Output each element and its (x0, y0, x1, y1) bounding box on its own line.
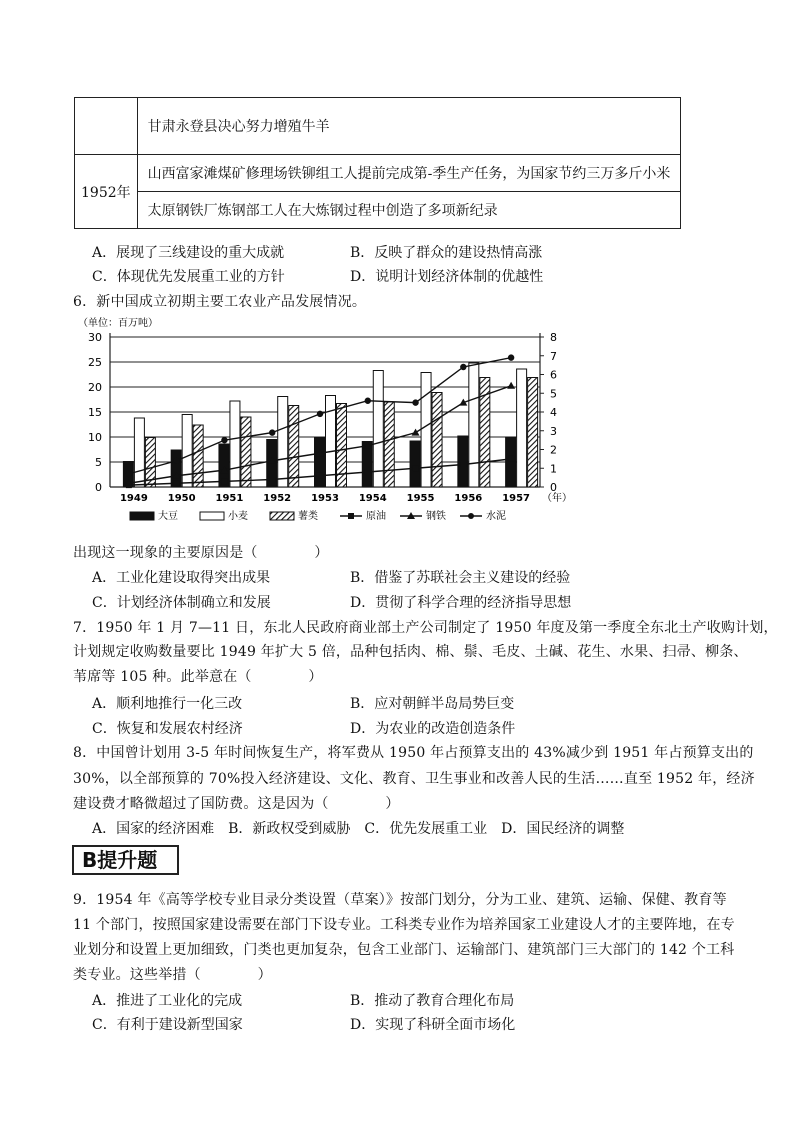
bar-小麦 (517, 369, 527, 487)
chart-legend (130, 509, 506, 522)
point-钢铁 (507, 382, 515, 389)
q6-stem: 6．新中国成立初期主要工农业产品发展情况。 (73, 294, 367, 310)
point-水泥 (460, 364, 466, 370)
point-水泥 (508, 354, 514, 360)
x-tick-label: 1952 (263, 493, 292, 504)
bar-小麦 (469, 363, 479, 487)
production-chart (70, 312, 590, 530)
q7-line-1: 7．1950 年 1 月 7—11 日，东北人民政府商业部土产公司制定了 1950 年度及第一季度全东北土产收购计划， (73, 620, 778, 636)
left-tick-label: 5 (95, 456, 102, 469)
right-tick-label: 6 (550, 368, 557, 382)
chart-unit-label: （单位：百万吨） (78, 318, 158, 329)
point-原油 (460, 462, 466, 468)
left-tick-label: 25 (88, 356, 102, 369)
point-原油 (413, 465, 419, 471)
q9-line-2: 11 个部门，按照国家建设需要在部门下设专业。工科类专业作为培养国家工业建设人才的主要阵地，在专 (73, 917, 735, 933)
bar-小麦 (230, 401, 240, 487)
legend-label-水泥: 水泥 (486, 511, 506, 522)
right-tick-label: 3 (550, 424, 557, 438)
right-tick-label: 1 (550, 462, 557, 476)
x-tick-label: 1951 (215, 493, 244, 504)
bar-小麦 (134, 418, 144, 487)
q5-option-d[interactable]: D．说明计划经济体制的优越性 (350, 269, 544, 285)
point-原油 (269, 477, 275, 483)
q9-line-3: 业划分和设置上更加细致，门类也更加复杂，包含工业部门、运输部门、建筑部门三大部门的 142 个工科 (73, 942, 735, 958)
x-tick-label: 1953 (311, 493, 339, 504)
q7-option-d[interactable]: D．为农业的改造创造条件 (350, 721, 516, 737)
q6-question: 出现这一现象的主要原因是（ ） (73, 545, 329, 561)
table-row (75, 155, 681, 192)
q7-option-b[interactable]: B．应对朝鲜半岛局势巨变 (350, 696, 515, 712)
q7-option-a[interactable]: A．顺利地推行一化三改 (92, 696, 243, 712)
table-row (75, 98, 681, 155)
right-tick-label: 0 (550, 481, 557, 494)
legend-label-薯类: 薯类 (298, 511, 318, 522)
q9-option-c[interactable]: C．有利于建设新型国家 (92, 1017, 243, 1033)
q8-line-3: 建设费才略微超过了国防费。这是因为（ ） (73, 796, 400, 812)
point-水泥 (317, 411, 323, 417)
table-text-cell: 太原钢铁厂炼钢部工人在大炼钢过程中创造了多项新纪录 (137, 192, 681, 229)
right-tick-label: 2 (550, 443, 557, 457)
legend-label-原油: 原油 (366, 511, 386, 522)
right-tick-label: 4 (550, 406, 557, 419)
left-tick-label: 15 (88, 406, 102, 419)
legend-marker-水泥 (468, 513, 474, 519)
legend-swatch-小麦 (200, 512, 224, 520)
legend-swatch-大豆 (130, 512, 154, 520)
bar-薯类 (241, 417, 251, 487)
point-水泥 (126, 471, 132, 477)
section-title: B提升题 (72, 845, 179, 875)
q6-option-c[interactable]: C．计划经济体制确立和发展 (92, 595, 271, 611)
bar-小麦 (326, 396, 336, 488)
left-tick-label: 30 (88, 331, 102, 344)
q9-line-1: 9．1954 年《高等学校专业目录分类设置（草案）》按部门划分，分为工业、建筑、运输、保健、教育等 (73, 892, 727, 908)
x-tick-label: 1954 (358, 493, 387, 504)
bar-大豆 (410, 441, 420, 487)
q8-line-1: 8．中国曾计划用 3-5 年时间恢复生产，将军费从 1950 年占预算支出的 43%减少到 1951 年占预算支出的 (73, 745, 754, 761)
x-tick-label: 1957 (502, 493, 531, 504)
x-tick-label: 1955 (406, 493, 435, 504)
point-水泥 (221, 437, 227, 443)
point-原油 (508, 456, 514, 462)
point-水泥 (412, 399, 418, 405)
chart-plot (88, 331, 572, 504)
bar-薯类 (193, 425, 203, 487)
q5-option-a[interactable]: A．展现了三线建设的重大成就 (92, 245, 285, 261)
bar-大豆 (315, 438, 325, 488)
right-tick-label: 8 (550, 331, 557, 344)
point-水泥 (365, 398, 371, 404)
q9-option-d[interactable]: D．实现了科研全面市场化 (350, 1017, 516, 1033)
bar-大豆 (506, 437, 516, 487)
x-tick-label: 1956 (454, 493, 483, 504)
bar-薯类 (528, 378, 538, 488)
events-table (74, 97, 681, 229)
bar-薯类 (384, 402, 394, 487)
bar-小麦 (421, 373, 431, 488)
table-text-cell: 甘肃永登县决心努力增殖牛羊 (137, 98, 681, 155)
q9-option-a[interactable]: A．推进了工业化的完成 (92, 993, 243, 1009)
point-水泥 (173, 458, 179, 464)
q5-option-b[interactable]: B．反映了群众的建设热情高涨 (350, 245, 543, 261)
point-钢铁 (412, 429, 420, 436)
q7-line-3: 苇席等 105 种。此举意在（ ） (73, 669, 323, 685)
x-tick-label: 1949 (119, 493, 148, 504)
bar-薯类 (289, 406, 299, 488)
q6-option-b[interactable]: B．借鉴了苏联社会主义建设的经验 (350, 570, 571, 586)
table-year-cell: 1952年 (75, 155, 138, 229)
table-row (75, 192, 681, 229)
point-原油 (221, 478, 227, 484)
right-tick-label: 7 (550, 349, 557, 363)
legend-label-钢铁: 钢铁 (426, 511, 446, 522)
q7-line-2: 计划规定收购数量要比 1949 年扩大 5 倍，品种包括肉、棉、鬃、毛皮、土碱、花生、水果、扫帚、柳条、 (73, 644, 748, 660)
legend-label-大豆: 大豆 (158, 511, 178, 522)
q6-option-d[interactable]: D．贯彻了科学合理的经济指导思想 (350, 595, 572, 611)
point-原油 (365, 469, 371, 475)
left-tick-label: 20 (88, 381, 102, 394)
legend-swatch-薯类 (270, 512, 294, 520)
q7-option-c[interactable]: C．恢复和发展农村经济 (92, 721, 243, 737)
left-tick-label: 10 (88, 431, 102, 444)
bar-小麦 (373, 371, 383, 488)
q6-option-a[interactable]: A．工业化建设取得突出成果 (92, 570, 271, 586)
q5-option-c[interactable]: C．体现优先发展重工业的方针 (92, 269, 285, 285)
right-tick-label: 5 (550, 387, 557, 401)
table-year-cell (75, 98, 138, 155)
q8-line-2: 30%，以全部预算的 70%投入经济建设、文化、教育、卫生事业和改善人民的生活……直至 1952 年，经济 (73, 771, 755, 787)
point-水泥 (269, 429, 275, 435)
q8-options[interactable]: A．国家的经济困难 B．新政权受到威胁 C．优先发展重工业 D．国民经济的调整 (92, 821, 625, 837)
table-text-cell: 山西富家滩煤矿修理场铁铆组工人提前完成第-季生产任务，为国家节约三万多斤小米 (137, 155, 681, 192)
q9-option-b[interactable]: B．推动了教育合理化布局 (350, 993, 515, 1009)
legend-label-小麦: 小麦 (228, 511, 248, 522)
bar-小麦 (278, 397, 288, 488)
left-tick-label: 0 (95, 481, 102, 494)
point-原油 (174, 480, 180, 486)
point-原油 (317, 473, 323, 479)
bar-薯类 (432, 393, 442, 488)
legend-marker-原油 (348, 513, 354, 519)
bar-小麦 (182, 415, 192, 488)
x-unit-label: （年） (542, 493, 572, 504)
q9-line-4: 类专业。这些举措（ ） (73, 967, 272, 983)
x-tick-label: 1950 (167, 493, 196, 504)
